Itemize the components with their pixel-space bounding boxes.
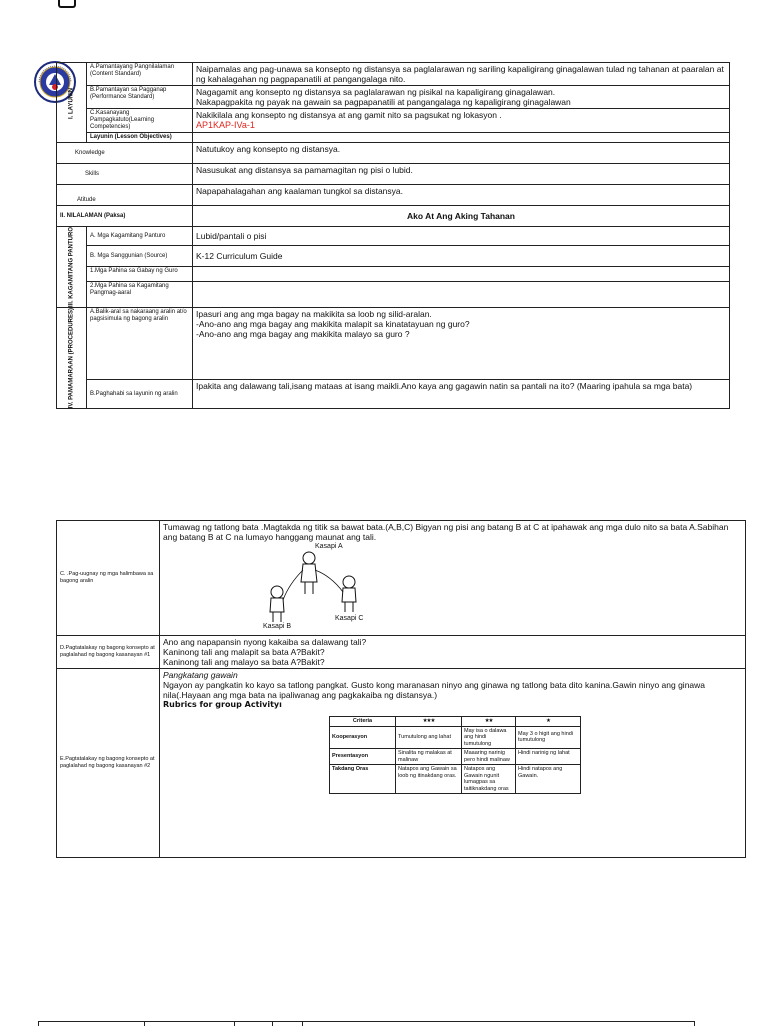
content-standard-value: Naipamalas ang pag-unawa sa konsepto ng distansya sa paglalarawan ng sariling kapaligirang ginagalawan tulad ng tahanan at paaralan at ng kahalagahan ng pagpapanatili at pangangalaga nito.	[193, 63, 730, 86]
kasapi-b-label: Kasapi B	[263, 623, 292, 630]
pag-uugnay-text: Tumawag ng tatlong bata .Magtakda ng titik sa bawat bata.(A,B,C) Bigyan ng pisi ang batang B at C at ipahawak ang mga dulo nito sa bata A.Sabihan ang batang B at C na lumayo hanggang maunat ang tali.	[163, 522, 729, 542]
rubric-criterion: Presentasyon	[330, 749, 396, 765]
attitude-label: Atitude	[57, 185, 193, 206]
next-page-table-edge	[38, 1021, 695, 1022]
d-line-1: Ano ang napapansin nyong kakaiba sa dalawang tali?	[163, 637, 367, 647]
performance-standard-line-2: Nakapagpakita ng payak na gawain sa pagpapanatili at pangangalaga ng kapaligirang ginagalawan	[196, 97, 571, 107]
rubric-cell: Hindi natapos ang Gawain.	[516, 765, 581, 794]
e-text: Ngayon ay pangkatin ko kayo sa tatlong pangkat. Gusto kong maranasan ninyo ang ginawa ng tatlong bata dito kanina.Gawin ninyo ang ginawa nila(.Hayaan ang mga bata na ipaliwanag ang pagkakaiba ng distansya.)	[163, 680, 706, 700]
rubric-cell: Natapos ang Gawain sa loob ng itinakdang oras.	[396, 765, 462, 794]
skills-value: Nasusukat ang distansya sa pamamagitan ng pisi o lubid.	[193, 164, 730, 185]
rubric-criterion: Kooperasyon	[330, 726, 396, 749]
nilalaman-value: Ako At Ang Aking Tahanan	[193, 206, 730, 227]
paghahabi-value: Ipakita ang dalawang tali,isang mataas at isang maikli.Ano kaya ang gagawin natin sa pantali na ito? (Maaring ipahula sa mga bata)	[193, 380, 730, 409]
rubric-table	[329, 716, 581, 794]
d-line-3: Kaninong tali ang malayo sa bata A?Bakit?	[163, 657, 325, 667]
balik-aral-value	[193, 308, 730, 380]
rubric-cell: Tumutulong ang lahat	[396, 726, 462, 749]
section-kagamitan: III. KAGAMITANG PANTURO	[57, 227, 87, 308]
competencies-text: Nakikilala ang konsepto ng distansya at ang gamit nito sa pagsukat ng lokasyon .	[196, 110, 502, 120]
balik-aral-line-1: Ipasuri ang ang mga bagay na makikita sa loob ng silid-aralan.	[196, 309, 432, 320]
objectives-value	[193, 133, 730, 143]
page-corner-mark	[58, 0, 76, 8]
e-label: E.Pagtatalakay ng bagong konsepto at paglalahad ng bagong kasanayan #2	[57, 669, 160, 858]
lesson-plan-table	[56, 62, 730, 409]
competencies-value	[193, 109, 730, 133]
rubric-cell: Natapos ang Gawain ngunit lumagpas sa taitiknakdang oras	[462, 765, 516, 794]
kagamitan-value: Lubid/pantali o pisi	[193, 227, 730, 246]
kasapi-c-label: Kasapi C	[335, 615, 364, 622]
kagamitang-pang-value	[193, 282, 730, 308]
gabay-label: 1.Mga Pahina sa Gabay ng Guro	[87, 267, 193, 282]
two-stars-icon: ★★	[462, 717, 516, 727]
rubric-cell: May isa o dalawa ang hindi tumutulong	[462, 726, 516, 749]
kagamitan-label: A. Mga Kagamitang Panturo	[87, 227, 193, 246]
balik-aral-line-3: -Ano-ano ang mga bagay ang makikita malayo sa guro ?	[196, 329, 410, 340]
sanggunian-label: B. Mga Sanggunian (Source)	[87, 246, 193, 267]
rubric-cell: Sinalita ng malakas at malinaw	[396, 749, 462, 765]
nilalaman-label: II. NILALAMAN (Paksa)	[57, 206, 193, 227]
e-cell	[160, 669, 746, 858]
kasapi-a-label: Kasapi A	[315, 543, 343, 550]
kagamitang-pang-label: 2.Mga Pahina sa Kagamitang Pangmag-aaral	[87, 282, 193, 308]
rubric-criterion: Takdang Oras	[330, 765, 396, 794]
attitude-value: Napapahalagahan ang kaalaman tungkol sa distansya.	[193, 185, 730, 206]
competencies-code: AP1KAP-IVa-1	[196, 120, 255, 130]
procedures-table	[56, 520, 746, 858]
section-pamamaraan: IV. PAMAMARAAN (PROCEDURES)	[57, 308, 87, 409]
pag-uugnay-cell	[160, 521, 746, 636]
skills-label: Skills	[57, 164, 193, 185]
rubrics-title: Rubrics for group Activityı	[163, 700, 282, 709]
pag-uugnay-label: C. .Pag-uugnay ng mga halimbawa sa bagong aralin	[57, 521, 160, 636]
d-cell	[160, 636, 746, 669]
balik-aral-label: A.Balik-aral sa nakaraang aralin at/o pagsisimula ng bagong aralin	[87, 308, 193, 380]
objectives-label: Layunin (Lesson Objectives)	[87, 133, 193, 143]
competencies-label: C.Kasanayang Pampagkatuto(Learning Competencies)	[87, 109, 193, 133]
section-layunin: I. LAYUNIN	[57, 63, 87, 143]
sanggunian-value: K-12 Curriculum Guide	[193, 246, 730, 267]
performance-standard-value	[193, 86, 730, 109]
one-star-icon: ★	[516, 717, 581, 727]
paghahabi-label: B.Paghahabi sa layunin ng aralin	[87, 380, 193, 409]
content-standard-label: A.Pamantayang Pangnilalaman (Content Standard)	[87, 63, 193, 86]
rubric-cell: May 3 o higit ang hindi tumutulong	[516, 726, 581, 749]
rubric-cell: Maaaring narinig pero hindi malinaw	[462, 749, 516, 765]
children-rope-illustration	[259, 544, 379, 632]
rubric-cell: Hindi narinig ng lahat	[516, 749, 581, 765]
knowledge-value: Natutukoy ang konsepto ng distansya.	[193, 143, 730, 164]
three-stars-icon: ★★★	[396, 717, 462, 727]
e-heading: Pangkatang gawain	[163, 670, 238, 680]
d-label: D.Pagtatalakay ng bagong konsepto at paglalahad ng bagong kasanayan #1	[57, 636, 160, 669]
performance-standard-line-1: Nagagamit ang konsepto ng distansya sa paglalarawan ng pisikal na kapaligirang ginagalawan.	[196, 87, 556, 97]
rubric-criteria-header: Criteria	[330, 717, 396, 727]
performance-standard-label: B.Pamantayan sa Pagganap (Performance Standard)	[87, 86, 193, 109]
gabay-value	[193, 267, 730, 282]
balik-aral-line-2: -Ano-ano ang mga bagay ang makikita malapit sa kinatatayuan ng guro?	[196, 319, 470, 330]
d-line-2: Kaninong tali ang malapit sa bata A?Bakit?	[163, 647, 325, 657]
knowledge-label: Knowledge	[57, 143, 193, 164]
